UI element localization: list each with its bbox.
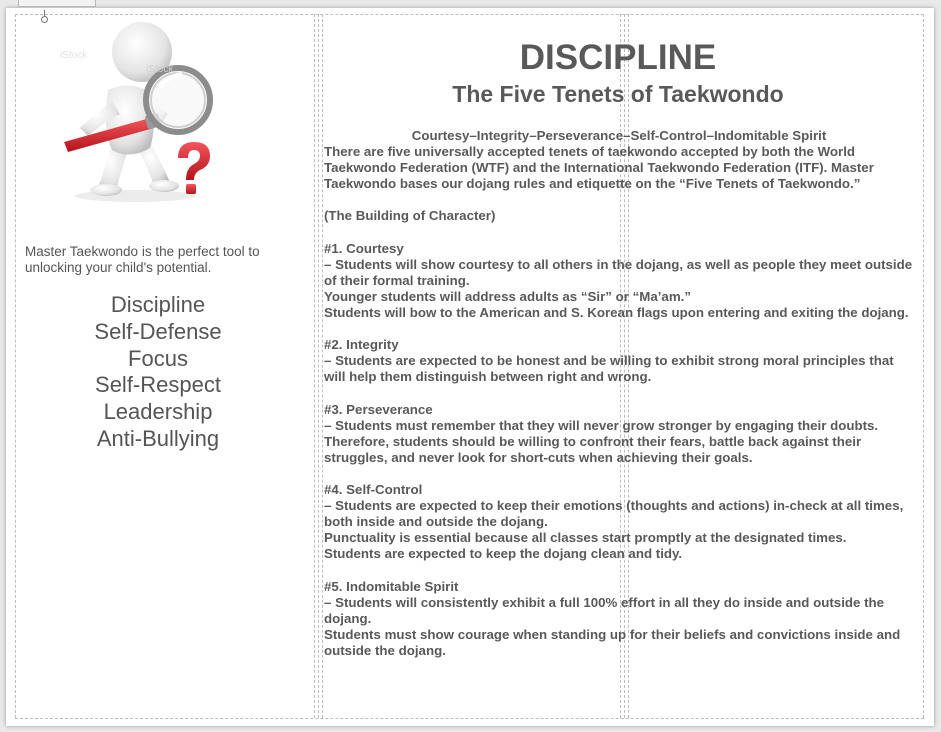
building-character: (The Building of Character) [324, 208, 496, 224]
section-heading: #1. Courtesy [324, 240, 404, 256]
ruler-indent-knob[interactable] [41, 16, 48, 23]
tenets-line: Courtesy–Integrity–Perseverance–Self-Control–Indomitable Spirit [411, 128, 827, 143]
intro-paragraph: There are five universally accepted tenets of taekwondo accepted by both the World Taekwondo Federation (WTF) and the International Taekwondo Federation (ITF). Master Taekwondo bases our dojang rules and etiquette on the “Five Tenets of Taekwondo.” [324, 144, 874, 192]
section-line: – Students are expected to be honest and be willing to exhibit strong moral principles that will help them distinguish between right and wrong. [324, 353, 894, 385]
watermark-text: iStock [146, 64, 174, 75]
fold-guide-1a [314, 14, 315, 718]
section-line: Students must show courage when standing up for their beliefs and convictions inside and outside the dojang. [324, 626, 901, 658]
fold-guide-1b [318, 14, 319, 718]
tenets-body[interactable] [324, 128, 914, 659]
section-line: – Students will consistently exhibit a full 100% effort in all they do inside and outside the dojang. [324, 594, 885, 626]
benefit-item[interactable]: Anti-Bullying [96, 425, 220, 451]
watermark-text: iStock [60, 50, 88, 61]
section-line: – Students will show courtesy to all others in the dojang, as well as people they meet outside of their formal training. [324, 256, 913, 288]
section-line: – Students are expected to keep their emotions (thoughts and actions) in-check at all times, both inside and outside the dojang. [324, 498, 904, 530]
section-heading: #5. Indomitable Spirit [324, 578, 459, 594]
margin-guide-right [923, 14, 924, 718]
section-line: Punctuality is essential because all classes start promptly at the designated times. [324, 530, 847, 546]
ruler-tab [18, 0, 96, 7]
section-heading: #2. Integrity [324, 337, 399, 353]
left-intro-text[interactable]: Master Taekwondo is the perfect tool to unlocking your child's potential. [25, 244, 260, 275]
margin-guide-bottom [15, 718, 924, 719]
benefit-item[interactable]: Discipline [110, 292, 206, 317]
section-line: Students will bow to the American and S. Korean flags upon entering and exiting the dojang. [324, 305, 909, 321]
margin-guide-top [15, 14, 924, 15]
fold-guide-1c [322, 14, 323, 718]
section-line: Students are expected to keep the dojang clean and tidy. [324, 546, 683, 562]
benefit-item[interactable]: Leadership [103, 399, 213, 425]
benefit-item[interactable]: Self-Respect [95, 372, 221, 398]
benefit-item[interactable]: Focus [128, 345, 188, 371]
section-line: Younger students will address adults as “Sir” or “Ma’am.” [324, 288, 691, 304]
section-heading: #4. Self-Control [324, 482, 423, 498]
benefits-list [20, 292, 296, 453]
section-line: – Students must remember that they will never grow stronger by engaging their doubts. Therefore, students should be willing to confront their fears, battle back against their struggles, and never look for short-cuts when achieving their goals. [324, 417, 879, 465]
benefit-item[interactable]: Self-Defense [94, 318, 222, 344]
page-title[interactable]: DISCIPLINE [519, 38, 717, 77]
section-heading: #3. Perseverance [324, 401, 433, 417]
page-subtitle[interactable]: The Five Tenets of Taekwondo [452, 81, 784, 107]
margin-guide-left [15, 14, 16, 718]
mascot-magnifier-illustration[interactable] [50, 18, 230, 208]
